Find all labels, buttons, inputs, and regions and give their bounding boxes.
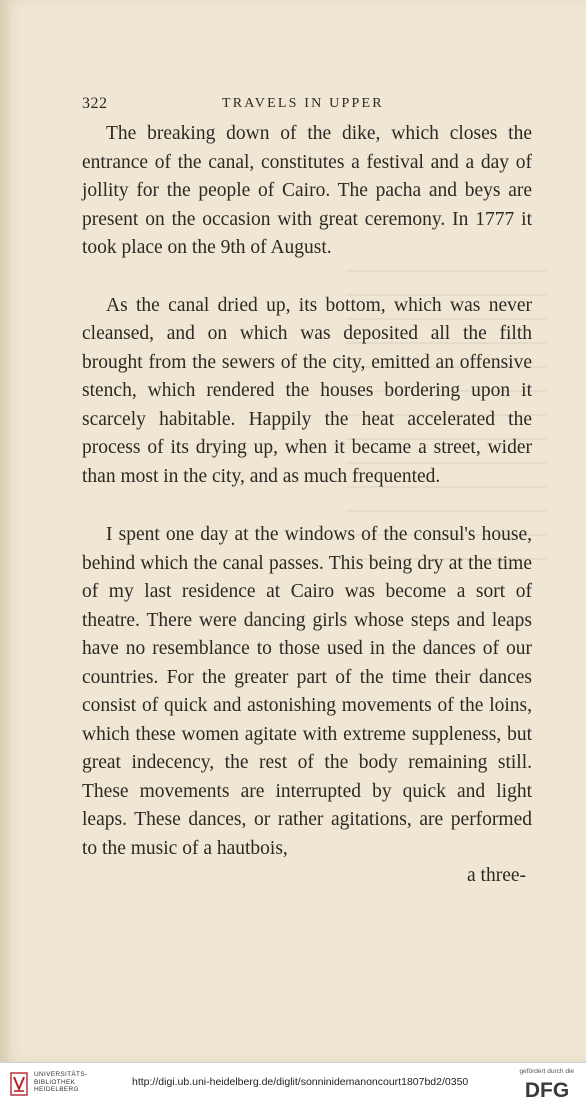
running-title: TRAVELS IN UPPER bbox=[222, 96, 384, 111]
funding-note: gefördert durch die bbox=[519, 1068, 574, 1075]
page-gutter-shadow bbox=[0, 0, 10, 1062]
library-name-line-2: BIBLIOTHEK bbox=[34, 1078, 76, 1086]
running-head bbox=[82, 95, 532, 117]
page-number: 322 bbox=[82, 95, 108, 112]
library-name bbox=[34, 1071, 87, 1094]
viewer-footer bbox=[0, 1062, 586, 1104]
paragraph-3: I spent one day at the windows of the consul's house, behind which the canal passes. This being dry at the time of my last residence at Cairo was become a sort of theatre. There were dancing girls whose steps and leaps have no resemblance to those used in the dances of our countries. For the greater part of the time their dances consist of quick and astonishing movements of the loins, which these women agitate with extreme suppleness, but great indecency, the rest of the body remaining still. These movements are interrupted by quick and light leaps. These dances, or rather agitations, are performed to the music of a hautbois, bbox=[82, 524, 532, 859]
dfg-logo[interactable] bbox=[518, 1077, 576, 1101]
paragraph-1: The breaking down of the dike, which closes the entrance of the canal, constitutes a festival and a day of jollity for the people of Cairo. The pacha and beys are present on the occasion with great ceremony. In 1777 it took place on the 9th of August. bbox=[82, 123, 532, 258]
catchword: a three- bbox=[467, 865, 526, 886]
permalink-url[interactable]: http://digi.ub.uni-heidelberg.de/diglit/sonninidemanoncourt1807bd2/0350 bbox=[132, 1076, 469, 1088]
library-name-line-1: UNIVERSITÄTS- bbox=[34, 1071, 88, 1078]
paragraph-2: As the canal dried up, its bottom, which was never cleansed, and on which was deposited all the filth brought from the sewers of the city, emitted an offensive stench, which rendered the houses bordering upon it scarcely habitable. Happily the heat accelerated the process of its drying up, when it became a street, wider than most in the city, and as much frequented. bbox=[82, 294, 532, 487]
heidelberg-university-library-logo[interactable] bbox=[8, 1069, 30, 1099]
library-name-line-3: HEIDELBERG bbox=[34, 1086, 79, 1093]
dfg-logo-text: DFG bbox=[524, 1079, 570, 1101]
page-text-block bbox=[82, 95, 532, 889]
